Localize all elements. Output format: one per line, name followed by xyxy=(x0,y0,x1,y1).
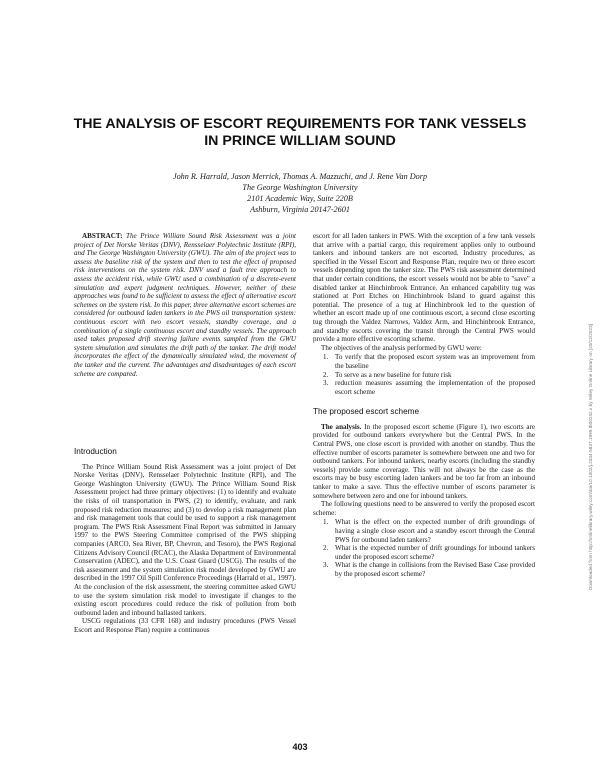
title-line-2: IN PRINCE WILLIAM SOUND xyxy=(204,133,396,149)
abstract-label: ABSTRACT: xyxy=(82,232,123,240)
questions-intro: The following questions need to be answered to verify the proposed escort scheme: xyxy=(313,500,535,517)
author-block xyxy=(110,171,490,215)
right-column xyxy=(313,232,535,580)
section-heading-proposed-escort: The proposed escort scheme xyxy=(313,407,420,417)
abstract xyxy=(74,232,296,378)
author-names: John R. Harrald, Jason Merrick, Thomas A. Mazzuchi, and J. Rene Van Dorp xyxy=(172,172,428,181)
paper-title xyxy=(40,116,560,150)
list-item: 2. To serve as a new baseline for future risk xyxy=(323,370,452,379)
analysis-paragraph: The analysis. In the proposed escort scheme (Figure 1), two escorts are provided for outbound tankers everywhere but the Central PWS. In the Central PWS, one close escort is provided with another on standby. Thus the effective number of escorts parameter is somewhere between one and two for outbound tankers. For inbound tankers, nearby escorts (including the standby vessels) provide some coverage. This will not always be the case as the escorts may be busy escorting laden tankers and be too far from an inbound tanker to make a save. Thus the effective number of escorts parameter is somewhere between zero and one for inbound tankers. xyxy=(313,422,535,500)
list-item: 3. reduction measures assuming the implementation of the proposed escort scheme xyxy=(323,379,535,396)
download-watermark: Downloaded from http://onlinelibrary.wiley.com/doi/10.1002/j.2334-5837.1999.tb00242.x by Wiley Online Library on [20/12/2023] xyxy=(588,323,593,590)
list-item: 3. What is the change in collisions from the Revised Base Case provided by the proposed escort scheme? xyxy=(323,561,535,578)
address-line-1: 2101 Academic Way, Suite 220B xyxy=(247,194,353,203)
escort-paragraph: escort for all laden tankers in PWS. With the exception of a few tank vessels that arrive with a partial cargo, this requirement applies only to outbound tankers and inbound tankers are not escorted. Industry procedures, as specified in the Vessel Escort and Response Plan, require two or three escort vessels depending upon the tanker size. The PWS risk assessment determined that under certain conditions, the escort vessels would not be able to "save" a disabled tanker at Hinchinbrook Entrance. An enhanced capability tug was stationed at Port Etches on Hinchinbrook Island to guard against this potential. The presence of a tug at Hinchinbrook led to the question of whether an escort made up of one continuous escort, a second close escorting tug through the Valdez Narrows, Valdez Arm, and Hinchinbrook Entrance, and standby escorts covering the transit through the Central PWS would provide a more effective escorting scheme. xyxy=(313,232,535,344)
section-heading-introduction: Introduction xyxy=(74,447,117,457)
questions-list xyxy=(313,518,535,578)
page-number: 403 xyxy=(292,742,308,752)
intro-paragraph-2: USCG regulations (33 CFR 168) and industry procedures (PWS Vessel Escort and Response Plan) require a continuous xyxy=(74,617,296,634)
affiliation: The George Washington University xyxy=(242,183,358,192)
title-line-1: THE ANALYSIS OF ESCORT REQUIREMENTS FOR TANK VESSELS xyxy=(73,116,527,132)
left-column xyxy=(74,232,296,635)
objectives-list xyxy=(313,353,535,396)
list-item: 1. To verify that the proposed escort system was an improvement from the baseline xyxy=(323,353,535,370)
address-line-2: Ashburn, Virginia 20147-2601 xyxy=(250,205,350,214)
objectives-intro: The objectives of the analysis performed by GWU were: xyxy=(321,343,482,352)
list-item: 2. What is the expected number of drift groundings for inbound tankers under the proposed escort scheme? xyxy=(323,544,535,561)
list-item: 1. What is the effect on the expected number of drift groundings of having a single close escort and a standby escort through the Central PWS for outbound laden tankers? xyxy=(323,518,535,544)
intro-paragraph-1: The Prince William Sound Risk Assessment was a joint project of Det Norske Veritas (DNV), Rensselaer Polytechnic Institute (RPI), and The George Washington University (GWU). The Prince William Sound Risk Assessment project had three primary objectives: (1) to identify and evaluate the risks of oil transportation in PWS, (2) to identify, evaluate, and rank proposed risk reduction measures; and (3) to develop a risk management plan and risk management tools that could be used to support a risk management program. The PWS Risk Assessment Final Report was submitted in January 1997 to the PWS Steering Committee comprised of the PWS shipping companies (ARCO, Sea River, BP, Chevron, and Tesoro), the PWS Regional Citizens Advisory Council (RCAC), the Alaska Department of Environmental Conservation (ADEC), and the U.S. Coast Guard (USCG). The results of the risk assessment and the system simulation risk model developed by GWU are described in the 1997 Oil Spill Conference Proceedings (Harrald et al., 1997). At the conclusion of the risk assessment, the steering committee asked GWU to use the system simulation risk model to investigate if changes to the existing escort procedures could reduce the risk of pollution from both outbound laden and inbound ballasted tankers. xyxy=(74,462,296,617)
abstract-text: The Prince William Sound Risk Assessment was a joint project of Det Norske Veritas (DNV), Rensselaer Polytechnic Institute (RPI), and The George Washington University (GWU). The aim of the project was to assess the baseline risk of the system and then to test the effect of proposed risk interventions on the system risk. DNV used a fault tree approach to assess the accident risk, while GWU used a combination of a discrete-event simulation and expert judgment techniques. However, neither of these approaches was found to be sufficient to assess the effect of alternative escort schemes on the system risk. In this paper, three alternative escort schemes are considered for outbound laden tankers in the PWS oil transportation system: continuous escort with two escort vessels, standby coverage, and a combination of a single continuous escort and standby vessels. The approach used takes proposed drift steering failure events sampled from the GWU system simulation and simulates the drift path of the tanker. The drift model incorporates the effect of the dynamically simulated wind, the movement of the tanker and the current. The advantages and disadvantages of each escort scheme are compared. xyxy=(74,232,296,378)
